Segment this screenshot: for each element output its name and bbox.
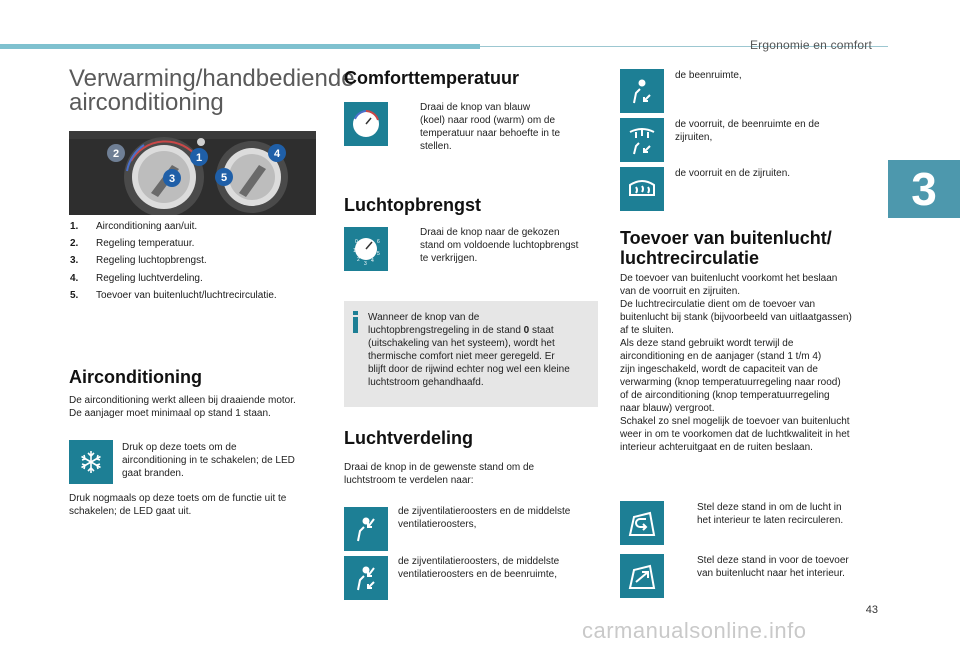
bullet-icon [398, 101, 420, 153]
callout-5: 5 [220, 172, 228, 184]
callout-3: 3 [168, 173, 176, 185]
recirculation-heading: Toevoer van buitenlucht/ luchtrecirculatie [620, 228, 832, 268]
bullet-icon [675, 501, 697, 527]
airflow-description: Draai de knop naar de gekozen stand om voldoende luchtopbrengst te verkrijgen. [398, 226, 598, 265]
bullet-icon [675, 554, 697, 580]
svg-text:3: 3 [364, 261, 367, 267]
distribution-option-1: de zijventilatieroosters en de middelste ventilatieroosters, [398, 506, 571, 530]
page-title-line1: Verwarming/handbediende [69, 65, 355, 92]
svg-text:5: 5 [377, 251, 380, 257]
legend-item: 1. Airconditioning aan/uit. [70, 221, 198, 232]
recirculation-icon [620, 501, 664, 545]
vent-face-icon [344, 507, 388, 551]
svg-text:1: 1 [353, 248, 356, 254]
distribution-option-2: de zijventilatieroosters, de middelste ventilatieroosters en de beenruimte, [398, 556, 560, 580]
info-text: Wanneer de knop van de luchtopbrengstregeling in de stand 0 staat (uitschakeling van het systeem), wordt het thermische comfort niet meer geregeld. Er blijft door de rijwind echter nog wel een kleine luchtstroom gehandhaafd. [368, 312, 570, 388]
page-number: 43 [865, 604, 878, 616]
svg-text:0: 0 [355, 239, 358, 245]
callout-2: 2 [112, 148, 120, 160]
ac-heading: Airconditioning [69, 367, 202, 387]
callout-1: 1 [195, 152, 203, 164]
header-accent-bar [0, 44, 480, 49]
distribution-intro: Draai de knop in de gewenste stand om de luchtstroom te verdelen naar: [344, 462, 535, 486]
recirculation-on-description: Stel deze stand in om de lucht in het interieur te laten recirculeren. [675, 501, 880, 527]
chapter-tab: 3 [888, 160, 960, 218]
distribution-option-4: de voorruit, de beenruimte en de zijruiten, [675, 119, 820, 143]
info-icon [352, 311, 360, 338]
airflow-heading: Luchtopbrengst [344, 195, 481, 215]
vent-feet-icon [620, 69, 664, 113]
page-title-line2: airconditioning [69, 89, 224, 116]
control-panel-illustration [69, 131, 316, 215]
recirculation-body: De toevoer van buitenlucht voorkomt het beslaan van de voorruit en zijruiten. De luchtrecirculatie dient om de toevoer van buitenlucht bij stank (bijvoorbeeld van uitlaatgassen) af te sluiten. Als deze stand gebruikt wordt terwijl de airconditioning en de aanjager (stand 1 t/m 4) zijn ingeschakeld, wordt de capaciteit van de verwarming (knop temperatuurregeling naar rood) of de airconditioning (knop temperatuurregeling naar blauw) vergroot. Schakel zo snel mogelijk de toevoer van buitenlucht weer in om te voorkomen dat de luchtkwaliteit in het interieur achteruitgaat en de ruiten beslaan. [620, 273, 852, 453]
legend-item: 5. Toevoer van buitenlucht/luchtrecirculatie. [70, 289, 277, 301]
ac-intro: De airconditioning werkt alleen bij draaiende motor. De aanjager moet minimaal op stand 1 staan. [69, 395, 296, 419]
distribution-heading: Luchtverdeling [344, 428, 474, 448]
airflow-knob-icon [344, 227, 388, 271]
vent-windscreen-feet-icon [620, 118, 664, 162]
defrost-windscreen-icon [620, 167, 664, 211]
watermark: carmanualsonline.info [582, 618, 807, 643]
distribution-option-3: de beenruimte, [675, 70, 742, 81]
svg-text:6: 6 [377, 239, 380, 245]
callout-4: 4 [273, 148, 281, 160]
ac-button-description: Druk op deze toets om de airconditioning in te schakelen; de LED gaat branden. [122, 442, 295, 479]
comfort-description: Draai de knop van blauw (koel) naar rood (warm) om de temperatuur naar behoefte in te stellen. [398, 101, 593, 153]
legend-list [70, 220, 320, 306]
svg-text:4: 4 [371, 258, 374, 264]
distribution-option-5: de voorruit en de zijruiten. [675, 168, 791, 179]
legend-item: 4. Regeling luchtverdeling. [70, 272, 203, 284]
ac-off-description: Druk nogmaals op deze toets om de functie uit te schakelen; de LED gaat uit. [69, 493, 287, 517]
outside-air-description: Stel deze stand in voor de toevoer van buitenlucht naar het interieur. [675, 554, 880, 580]
legend-item: 3. Regeling luchtopbrengst. [70, 255, 207, 267]
comfort-heading: Comforttemperatuur [344, 68, 520, 88]
outside-air-icon [620, 554, 664, 598]
section-title: Ergonomie en comfort [749, 38, 872, 52]
bullet-icon [398, 226, 420, 265]
legend-item: 2. Regeling temperatuur. [70, 238, 195, 250]
ac-snowflake-icon [69, 440, 113, 484]
vent-face-feet-icon [344, 556, 388, 600]
svg-text:2: 2 [357, 257, 360, 263]
temperature-knob-icon [344, 102, 388, 146]
